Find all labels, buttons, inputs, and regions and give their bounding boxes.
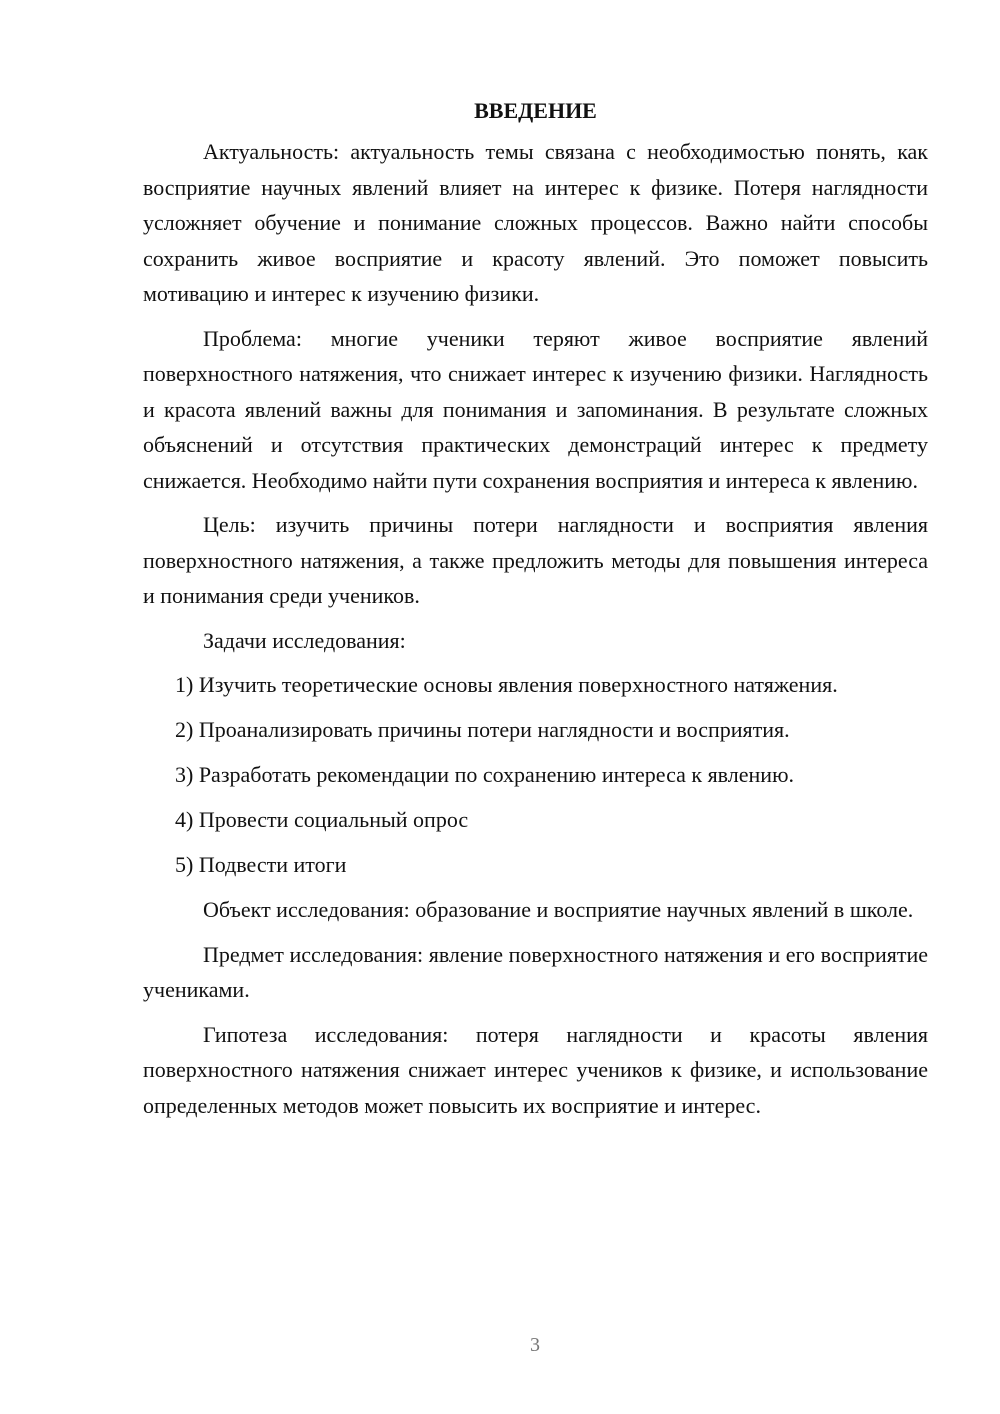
paragraph-subject: Предмет исследования: явление поверхностного натяжения и его восприятие учениками. [143, 941, 928, 1002]
page-number: 3 [530, 1334, 540, 1356]
paragraph-hypothesis: Гипотеза исследования: потеря наглядности и красоты явления поверхностного натяжения снижает интерес учеников к физике, и использование определенных методов может повысить их восприятие и интерес. [143, 1021, 928, 1118]
tasks-heading: Задачи исследования: [203, 627, 406, 653]
task-item-4: 4) Провести социальный опрос [175, 807, 469, 832]
page-title: ВВЕДЕНИЕ [474, 98, 597, 123]
paragraph-relevance: Актуальность: актуальность темы связана с необходимостью понять, как восприятие научных явлений влияет на интерес к физике. Потеря наглядности усложняет обучение и понимание сложных процессов. Важно найти способы сохранить живое восприятие и красоту явлений. Это поможет повысить мотивацию и интерес к изучению физики. [143, 139, 928, 306]
paragraph-problem: Проблема: многие ученики теряют живое восприятие явлений поверхностного натяжения, что снижает интерес к изучению физики. Наглядность и красота явлений важны для понимания и запоминания. В результате сложных объяснений и отсутствия практических демонстраций интерес к предмету снижается. Необходимо найти пути сохранения восприятия и интереса к явлению. [143, 325, 928, 493]
task-item-1: 1) Изучить теоретические основы явления поверхностного натяжения. [175, 672, 838, 697]
paragraph-goal: Цель: изучить причины потери наглядности и восприятия явления поверхностного натяжения, а также предложить методы для повышения интереса и понимания среди учеников. [143, 512, 928, 608]
page-content [143, 94, 928, 1132]
task-item-3: 3) Разработать рекомендации по сохранению интереса к явлению. [175, 762, 795, 787]
task-item-5: 5) Подвести итоги [175, 852, 347, 877]
task-item-2: 2) Проанализировать причины потери наглядности и восприятия. [175, 717, 790, 742]
paragraph-object: Объект исследования: образование и восприятие научных явлений в школе. [203, 897, 914, 922]
